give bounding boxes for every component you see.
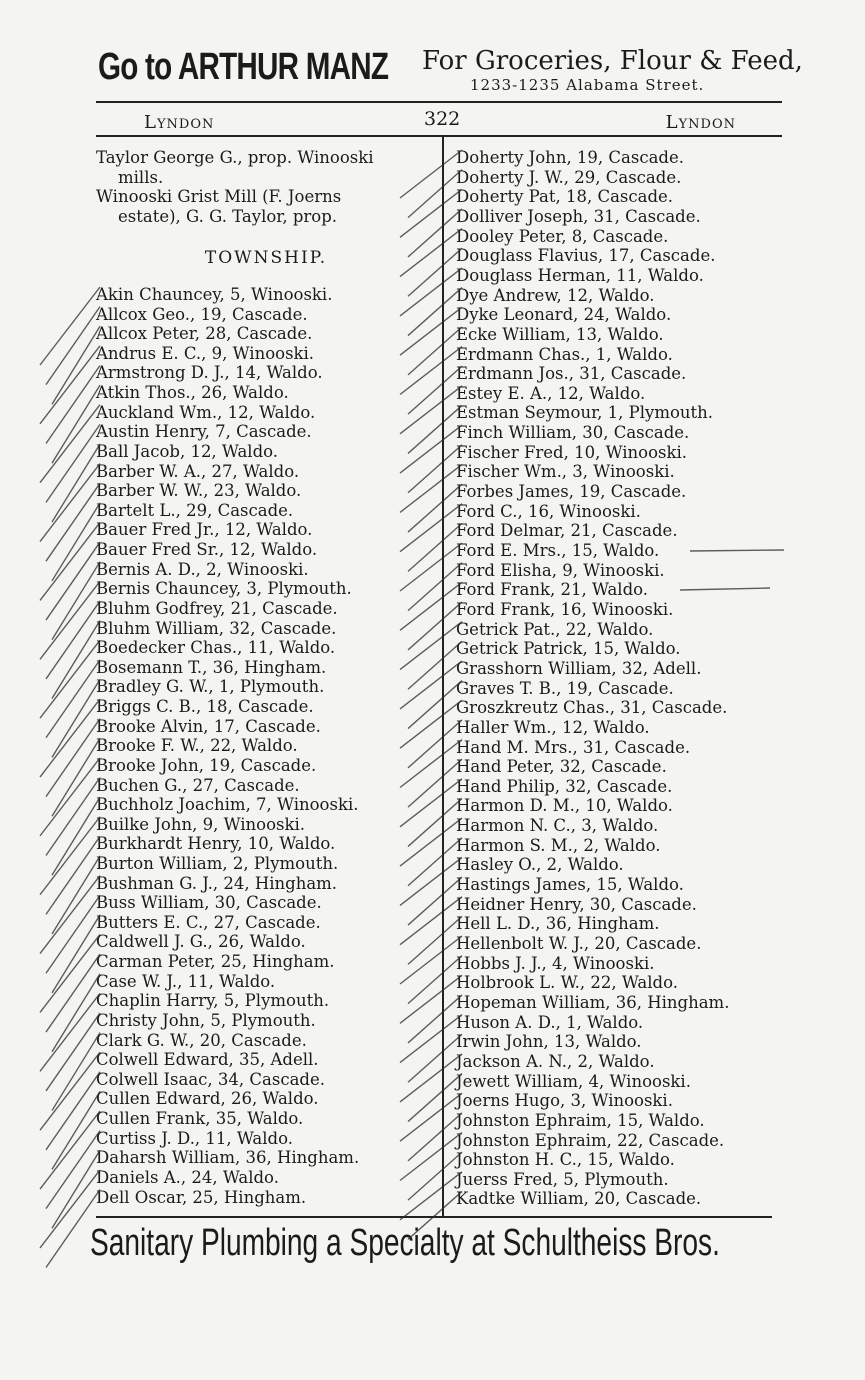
pencil-mark	[40, 934, 100, 1012]
directory-entry: Hobbs J. J., 4, Winooski.	[456, 953, 655, 973]
directory-entry: Boedecker Chas., 11, Waldo.	[96, 638, 336, 658]
pencil-mark	[690, 550, 784, 551]
directory-entry: Getrick Patrick, 15, Waldo.	[456, 639, 681, 659]
directory-entry: Fischer Fred, 10, Winooski.	[456, 442, 688, 462]
directory-entry: Buss William, 30, Cascade.	[96, 893, 322, 913]
directory-entry: Doherty John, 19, Cascade.	[456, 148, 684, 167]
directory-entry: Dyke Leonard, 24, Waldo.	[456, 305, 672, 325]
directory-entry: Bernis A. D., 2, Winooski.	[96, 559, 309, 579]
directory-entry: Brooke F. W., 22, Waldo.	[96, 736, 298, 756]
directory-entry: Forbes James, 19, Cascade.	[456, 482, 687, 502]
directory-entry: Bartelt L., 29, Cascade.	[96, 500, 294, 520]
pencil-mark	[40, 1111, 100, 1189]
directory-entry: Ford Frank, 21, Waldo.	[456, 580, 649, 600]
directory-entry: Erdmann Chas., 1, Waldo.	[456, 344, 673, 364]
directory-entry: Curtiss J. D., 11, Waldo.	[96, 1128, 294, 1148]
directory-entry: Bushman G. J., 24, Hingham.	[96, 873, 338, 893]
directory-entry: Heidner Henry, 30, Cascade.	[456, 894, 697, 914]
directory-entry: Allcox Geo., 19, Cascade.	[96, 304, 308, 324]
directory-entry: Bradley G. W., 1, Plymouth.	[96, 677, 325, 697]
directory-entry: Hand Philip, 32, Cascade.	[456, 776, 673, 796]
directory-entry: Huson A. D., 1, Waldo.	[456, 1012, 644, 1032]
directory-entry: Holbrook L. W., 22, Waldo.	[456, 973, 678, 993]
top-ad-tagline: For Groceries, Flour & Feed,	[422, 46, 803, 76]
directory-entry: Fischer Wm., 3, Winooski.	[456, 462, 675, 482]
directory-entry: Getrick Pat., 22, Waldo.	[456, 619, 654, 639]
pencil-mark	[40, 1052, 100, 1130]
directory-entry: Bosemann T., 36, Hingham.	[96, 657, 327, 677]
directory-entry: Ford E. Mrs., 15, Waldo.	[456, 541, 660, 560]
directory-entry: Bauer Fred Sr., 12, Waldo.	[96, 540, 318, 560]
directory-entry: Hasley O., 2, Waldo.	[456, 855, 624, 875]
directory-entry: Estman Seymour, 1, Plymouth.	[456, 403, 714, 423]
directory-entry: Buchholz Joachim, 7, Winooski.	[96, 795, 359, 815]
directory-entry: Cullen Edward, 26, Waldo.	[96, 1089, 319, 1109]
directory-entry: Colwell Edward, 35, Adell.	[96, 1050, 319, 1070]
pencil-mark	[400, 150, 462, 198]
directory-entry: Christy John, 5, Plymouth.	[96, 1010, 316, 1030]
directory-entry: Buchen G., 27, Cascade.	[96, 775, 300, 795]
directory-entry: Grasshorn William, 32, Adell.	[456, 658, 702, 678]
directory-entry: Builke John, 9, Winooski.	[96, 814, 306, 834]
directory-entry: Bernis Chauncey, 3, Plymouth.	[96, 579, 352, 599]
directory-entry: Johnston Ephraim, 15, Waldo.	[456, 1110, 705, 1130]
directory-entry: Estey E. A., 12, Waldo.	[456, 383, 646, 403]
directory-entry: Ball Jacob, 12, Waldo.	[96, 441, 279, 461]
directory-entry: Auckland Wm., 12, Waldo.	[96, 402, 316, 422]
pencil-mark	[40, 758, 100, 836]
directory-entry: Burkhardt Henry, 10, Waldo.	[96, 834, 336, 854]
intro-line: mills.	[118, 167, 164, 187]
top-ad-address: 1233-1235 Alabama Street.	[470, 76, 705, 94]
directory-entry: Ford Elisha, 9, Winooski.	[456, 560, 665, 580]
intro-line: Winooski Grist Mill (F. Joerns	[96, 187, 342, 207]
directory-entry: Johnston Ephraim, 22, Cascade.	[456, 1130, 725, 1150]
directory-entry: Carman Peter, 25, Hingham.	[96, 952, 335, 972]
directory-entry: Ford C., 16, Winooski.	[456, 501, 641, 521]
directory-entry: Harmon S. M., 2, Waldo.	[456, 835, 661, 855]
directory-entry: Burton William, 2, Plymouth.	[96, 853, 339, 873]
header-right-town: Lyndon	[665, 112, 736, 133]
pencil-mark	[40, 640, 100, 718]
directory-entry: Caldwell J. G., 26, Waldo.	[96, 932, 306, 952]
directory-entry: Kadtke William, 20, Cascade.	[456, 1189, 702, 1209]
directory-entry: Armstrong D. J., 14, Waldo.	[96, 363, 323, 383]
directory-entry: Akin Chauncey, 5, Winooski.	[96, 285, 333, 304]
directory-entry: Johnston H. C., 15, Waldo.	[456, 1150, 675, 1170]
directory-entry: Ford Frank, 16, Winooski.	[456, 599, 674, 619]
section-heading: TOWNSHIP.	[204, 248, 328, 268]
directory-entry: Case W. J., 11, Waldo.	[96, 971, 276, 991]
pencil-mark	[408, 1191, 462, 1239]
pencil-mark	[40, 405, 100, 483]
directory-entry: Jewett William, 4, Winooski.	[456, 1071, 691, 1091]
directory-entry: Groszkreutz Chas., 31, Cascade.	[456, 698, 728, 718]
directory-entry: Erdmann Jos., 31, Cascade.	[456, 364, 687, 384]
pencil-mark	[40, 699, 100, 777]
pencil-mark	[40, 581, 100, 659]
directory-entry: Brooke John, 19, Cascade.	[96, 755, 317, 775]
directory-entry: Daniels A., 24, Waldo.	[96, 1167, 279, 1187]
intro-line: estate), G. G. Taylor, prop.	[118, 206, 338, 226]
top-ad-name: Go to ARTHUR MANZ	[98, 46, 389, 88]
directory-entry: Clark G. W., 20, Cascade.	[96, 1030, 307, 1050]
directory-entry: Jackson A. N., 2, Waldo.	[456, 1051, 655, 1071]
directory-entry: Dooley Peter, 8, Cascade.	[456, 226, 669, 246]
directory-entry: Bluhm Godfrey, 21, Cascade.	[96, 598, 338, 618]
directory-entry: Bauer Fred Jr., 12, Waldo.	[96, 520, 313, 540]
pencil-mark	[680, 588, 770, 590]
directory-entry: Daharsh William, 36, Hingham.	[96, 1148, 360, 1168]
directory-entry: Briggs C. B., 18, Cascade.	[96, 697, 314, 717]
directory-entry: Dye Andrew, 12, Waldo.	[456, 285, 655, 305]
header-left-town: Lyndon	[144, 112, 215, 133]
directory-entry: Dell Oscar, 25, Hingham.	[96, 1187, 307, 1207]
directory-entry: Doherty J. W., 29, Cascade.	[456, 167, 682, 187]
directory-entry: Hand M. Mrs., 31, Cascade.	[456, 737, 691, 757]
directory-entry: Colwell Isaac, 34, Cascade.	[96, 1069, 325, 1089]
directory-entry: Juerss Fred, 5, Plymouth.	[456, 1169, 669, 1189]
directory-entry: Harmon N. C., 3, Waldo.	[456, 816, 659, 836]
pencil-mark	[40, 993, 100, 1071]
directory-entry: Joerns Hugo, 3, Winooski.	[456, 1091, 673, 1111]
intro-line: Taylor George G., prop. Winooski	[96, 148, 374, 167]
directory-entry: Barber W. W., 23, Waldo.	[96, 481, 302, 501]
pencil-mark	[40, 346, 100, 424]
pencil-mark	[40, 522, 100, 600]
directory-entry: Doherty Pat, 18, Cascade.	[456, 187, 674, 207]
directory-entry: Dolliver Joseph, 31, Cascade.	[456, 206, 701, 226]
directory-entry: Barber W. A., 27, Waldo.	[96, 461, 300, 481]
directory-entry: Atkin Thos., 26, Waldo.	[96, 383, 289, 403]
pencil-mark	[40, 287, 100, 365]
page-number: 322	[424, 108, 461, 130]
directory-entry: Bluhm William, 32, Cascade.	[96, 618, 337, 638]
directory-entry: Hell L. D., 36, Hingham.	[456, 914, 660, 934]
directory-entry: Irwin John, 13, Waldo.	[456, 1032, 642, 1052]
pencil-mark	[40, 817, 100, 895]
directory-entry: Hellenbolt W. J., 20, Cascade.	[456, 934, 702, 953]
directory-entry: Austin Henry, 7, Cascade.	[96, 422, 312, 442]
directory-entry: Butters E. C., 27, Cascade.	[96, 912, 321, 932]
directory-entry: Ecke William, 13, Waldo.	[456, 324, 664, 344]
directory-entry: Brooke Alvin, 17, Cascade.	[96, 716, 321, 736]
directory-entry: Chaplin Harry, 5, Plymouth.	[96, 991, 330, 1011]
pencil-mark	[40, 464, 100, 542]
directory-entry: Haller Wm., 12, Waldo.	[456, 717, 650, 737]
directory-entry: Allcox Peter, 28, Cascade.	[96, 324, 313, 344]
directory-entry: Hand Peter, 32, Cascade.	[456, 757, 667, 777]
bottom-advertisement: Sanitary Plumbing a Specialty at Schultheiss Bros.	[90, 1222, 720, 1264]
directory-entry: Harmon D. M., 10, Waldo.	[456, 796, 673, 816]
directory-entry: Douglass Herman, 11, Waldo.	[456, 265, 704, 285]
directory-entry: Douglass Flavius, 17, Cascade.	[456, 246, 716, 266]
directory-entry: Andrus E. C., 9, Winooski.	[96, 343, 315, 363]
pencil-mark	[40, 876, 100, 954]
directory-entry: Graves T. B., 19, Cascade.	[456, 678, 674, 698]
directory-entry: Hopeman William, 36, Hingham.	[456, 992, 730, 1012]
directory-entry: Cullen Frank, 35, Waldo.	[96, 1109, 304, 1129]
directory-entry: Ford Delmar, 21, Cascade.	[456, 521, 678, 541]
pencil-mark	[40, 1170, 100, 1248]
directory-entry: Hastings James, 15, Waldo.	[456, 875, 684, 895]
directory-entry: Finch William, 30, Cascade.	[456, 423, 690, 443]
